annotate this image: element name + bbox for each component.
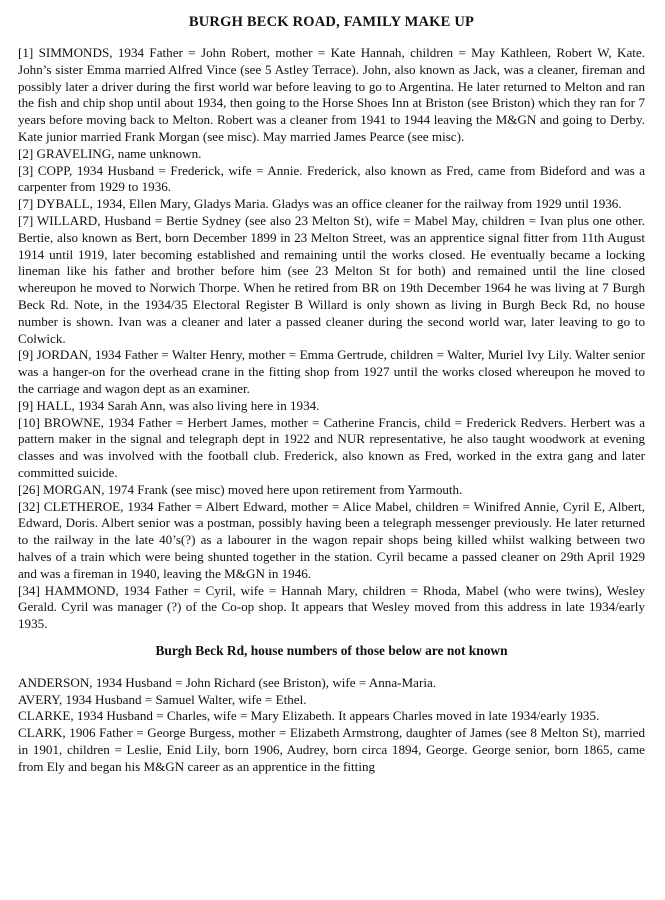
entry-clark: CLARK, 1906 Father = George Burgess, mother = Elizabeth Armstrong, daughter of James (see 8 Melton St), married in 1901, children = Leslie, Enid Lily, born 1906, Audrey, born circa 1894, George. George senior, born 1865, came from Ely and began his M&GN career as an apprentice in the fitting	[18, 725, 645, 774]
entry-avery: AVERY, 1934 Husband = Samuel Walter, wife = Ethel.	[18, 691, 307, 707]
entry-jordan: [9] JORDAN, 1934 Father = Walter Henry, mother = Emma Gertrude, children = Walter, Muriel Ivy Lily. Walter senior was a hanger-on for the overhead crane in the fitting shop from 1927 until the works closed whereupon he moved to the carriage and wagon dept as an examiner.	[18, 347, 645, 396]
entry-cletheroe: [32] CLETHEROE, 1934 Father = Albert Edward, mother = Alice Mabel, children = Winifred Annie, Cyril E, Albert, Edward, Doris. Albert senior was a postman, possibly having been a telegraph messenger previously. He later returned to the railway in the late 40’s(?) as a labourer in the wagon repair shops being killed whilst walking between two halves of a train which were being shunted together in the station. Cyril became a passed cleaner on 29th April 1929 and was a fireman in 1940, leaving the M&GN in 1946.	[18, 498, 645, 581]
entry-morgan: [26] MORGAN, 1974 Frank (see misc) moved here upon retirement from Yarmouth.	[18, 481, 463, 497]
entry-simmonds: [1] SIMMONDS, 1934 Father = John Robert, mother = Kate Hannah, children = May Kathleen, Robert W, Kate. John’s sister Emma married Alfred Vince (see 5 Astley Terrace). John, also known as Jack, was a cleaner, fireman and possibly later a driver during the first world war before leaving to go to Argentina. He later returned to Melton and ran the fish and chip shop until about 1934, then going to the Horse Shoes Inn at Briston (see Briston) which they ran for 7 years before moving back to Melton. Robert was a cleaner from 1941 to 1944 leaving the M&GN and going to Derby. Kate junior married Frank Morgan (see misc). May married James Pearce (see misc).	[18, 45, 645, 144]
entry-copp: [3] COPP, 1934 Husband = Frederick, wife = Annie. Frederick, also known as Fred, came from Bideford and was a carpenter from 1929 to 1936.	[18, 162, 645, 195]
entry-graveling: [2] GRAVELING, name unknown.	[18, 145, 202, 161]
unknown-number-entries	[18, 675, 645, 776]
entry-browne: [10] BROWNE, 1934 Father = Herbert James, mother = Catherine Francis, child = Frederick Redvers. Herbert was a pattern maker in the signal and telegraph dept in 1922 and NUR representative, he also taught woodwork at evening classes and was involved with the football club. Frederick, also known as Fred, worked in the extra gang and later committed suicide.	[18, 414, 645, 480]
section-subtitle: Burgh Beck Rd, house numbers of those below are not known	[155, 642, 508, 658]
entry-willard: [7] WILLARD, Husband = Bertie Sydney (see also 23 Melton St), wife = Mabel May, children = Ivan plus one other. Bertie, also known as Bert, born December 1899 in 23 Melton Street, was an apprentice signal fitter from 11th August 1914 until 1919, later becoming established and remaining until the works closed. He eventually became a locking lineman like his father and brother before him (see 23 Melton St for both) and remained until the line closed whereupon he moved to Norwich Thorpe. When he retired from BR on 19th December 1964 he was living at 7 Burgh Beck Rd. Note, in the 1934/35 Electoral Register B Willard is only shown as living in Burgh Beck Rd, no house number is shown. Ivan was a cleaner and later a passed cleaner during the second world war, later leaving to go to Colwick.	[18, 212, 645, 346]
entry-hammond: [34] HAMMOND, 1934 Father = Cyril, wife = Hannah Mary, children = Rhoda, Mabel (who were twins), Wesley Gerald. Cyril was manager (?) of the Co-op shop. It appears that Wesley moved from this address in late 1934/early 1935.	[18, 582, 645, 632]
page-title: BURGH BECK ROAD, FAMILY MAKE UP	[188, 14, 475, 30]
entry-hall: [9] HALL, 1934 Sarah Ann, was also living here in 1934.	[18, 397, 320, 413]
entry-clarke: CLARKE, 1934 Husband = Charles, wife = Mary Elizabeth. It appears Charles moved in late 1934/early 1935.	[18, 708, 600, 724]
numbered-entries	[18, 45, 645, 633]
entry-anderson: ANDERSON, 1934 Husband = John Richard (see Briston), wife = Anna-Maria.	[18, 674, 437, 690]
entry-dyball: [7] DYBALL, 1934, Ellen Mary, Gladys Maria. Gladys was an office cleaner for the railway from 1929 until 1936.	[18, 196, 622, 212]
